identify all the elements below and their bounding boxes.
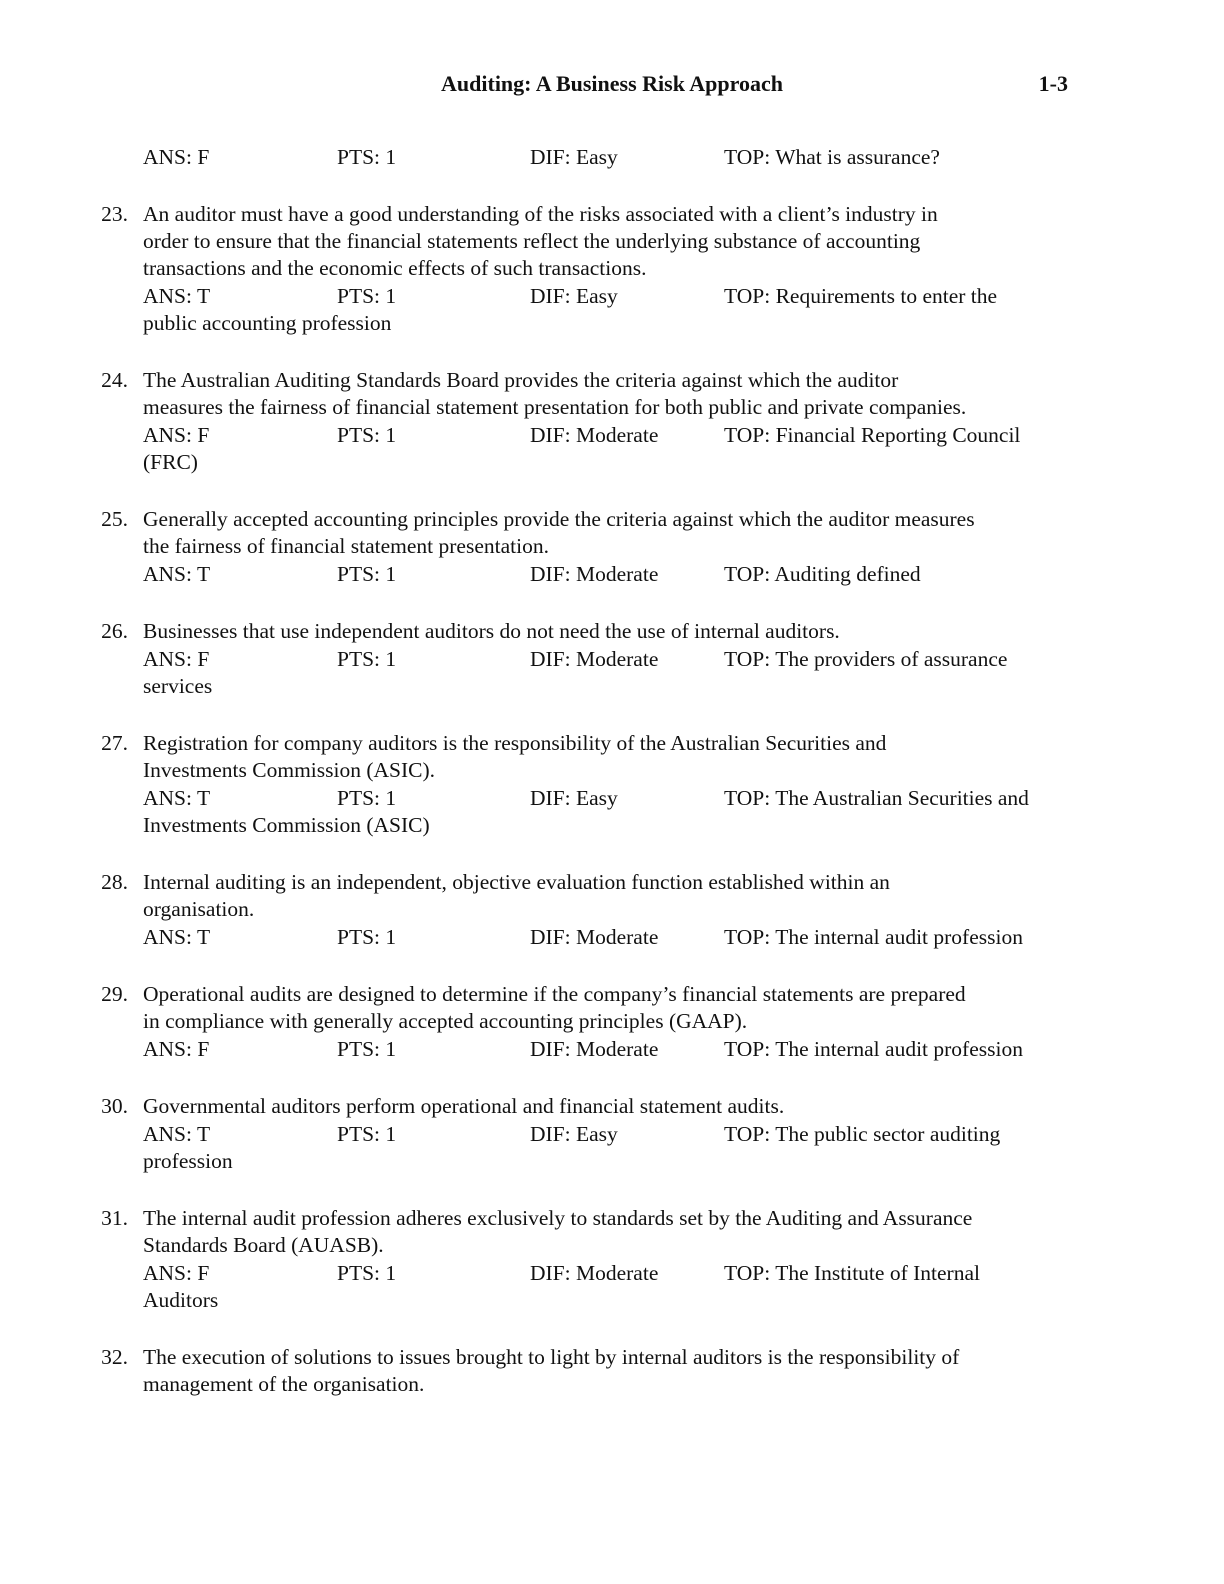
question-line: Operational audits are designed to determine if the company’s financial statements are prepared — [143, 982, 966, 1006]
question-text — [143, 201, 1076, 282]
question-line: the fairness of financial statement presentation. — [143, 534, 549, 558]
topic-continuation: Auditors — [143, 1288, 219, 1312]
question-list — [96, 143, 1076, 1398]
question-line: Businesses that use independent auditors do not need the use of internal auditors. — [143, 619, 840, 643]
question-line: transactions and the economic effects of such transactions. — [143, 256, 647, 280]
answer-row — [96, 143, 1076, 171]
question-line: Governmental auditors perform operational and financial statement audits. — [143, 1094, 785, 1118]
topic: TOP: Requirements to enter the — [724, 284, 998, 308]
question-number: 24. — [101, 368, 128, 392]
answer-row — [96, 560, 1076, 588]
question-line: Registration for company auditors is the responsibility of the Australian Securities and — [143, 731, 887, 755]
topic: TOP: The internal audit profession — [724, 925, 1023, 949]
answer-key: ANS: T — [143, 925, 211, 949]
topic: TOP: The internal audit profession — [724, 1037, 1023, 1061]
question-item — [96, 1205, 1076, 1314]
page-number: 1-3 — [1038, 71, 1068, 96]
topic: TOP: The Australian Securities and — [724, 786, 1029, 810]
question-text — [143, 1205, 1076, 1259]
question-number: 28. — [101, 870, 128, 894]
question-item — [96, 367, 1076, 476]
topic-continuation: profession — [143, 1149, 233, 1173]
question-item — [96, 730, 1076, 839]
topic: TOP: Financial Reporting Council — [724, 423, 1021, 447]
difficulty: DIF: Easy — [530, 786, 618, 810]
points: PTS: 1 — [337, 562, 397, 586]
difficulty: DIF: Easy — [530, 284, 618, 308]
topic: TOP: The public sector auditing — [724, 1122, 1001, 1146]
answer-key: ANS: T — [143, 786, 211, 810]
question-item — [96, 506, 1076, 588]
question-text — [143, 506, 1076, 560]
question-number: 23. — [101, 202, 128, 226]
question-line: The execution of solutions to issues brought to light by internal auditors is the responsibility of — [143, 1345, 960, 1369]
topic: TOP: The providers of assurance — [724, 647, 1008, 671]
answer-row — [96, 784, 1076, 812]
question-line: The internal audit profession adheres exclusively to standards set by the Auditing and Assurance — [143, 1206, 973, 1230]
answer-key: ANS: F — [143, 145, 210, 169]
question-text — [143, 367, 1076, 421]
topic: TOP: What is assurance? — [724, 145, 940, 169]
answer-key: ANS: T — [143, 284, 211, 308]
points: PTS: 1 — [337, 145, 397, 169]
points: PTS: 1 — [337, 786, 397, 810]
question-number: 30. — [101, 1094, 128, 1118]
question-line: Generally accepted accounting principles provide the criteria against which the auditor measures — [143, 507, 975, 531]
points: PTS: 1 — [337, 647, 397, 671]
points: PTS: 1 — [337, 1261, 397, 1285]
question-text — [143, 981, 1076, 1035]
answer-key: ANS: T — [143, 1122, 211, 1146]
question-item — [96, 618, 1076, 700]
page-header — [0, 71, 1224, 101]
answer-row — [96, 282, 1076, 310]
answer-key: ANS: F — [143, 423, 210, 447]
answer-row — [96, 1259, 1076, 1287]
question-line: management of the organisation. — [143, 1372, 425, 1396]
question-number: 32. — [101, 1345, 128, 1369]
points: PTS: 1 — [337, 423, 397, 447]
topic-continuation: services — [143, 674, 213, 698]
topic-continuation: (FRC) — [143, 450, 198, 474]
points: PTS: 1 — [337, 925, 397, 949]
answer-key: ANS: F — [143, 1261, 210, 1285]
answer-row — [96, 923, 1076, 951]
question-line: measures the fairness of financial statement presentation for both public and private companies. — [143, 395, 967, 419]
question-number: 25. — [101, 507, 128, 531]
question-line: An auditor must have a good understanding of the risks associated with a client’s industry in — [143, 202, 938, 226]
difficulty: DIF: Easy — [530, 1122, 618, 1146]
question-item — [96, 981, 1076, 1063]
answer-row — [96, 421, 1076, 449]
topic: TOP: Auditing defined — [724, 562, 921, 586]
points: PTS: 1 — [337, 1037, 397, 1061]
difficulty: DIF: Moderate — [530, 1261, 659, 1285]
difficulty: DIF: Moderate — [530, 562, 659, 586]
difficulty: DIF: Moderate — [530, 925, 659, 949]
question-line: Internal auditing is an independent, objective evaluation function established within an — [143, 870, 890, 894]
question-number: 26. — [101, 619, 128, 643]
answer-row — [96, 645, 1076, 673]
topic: TOP: The Institute of Internal — [724, 1261, 980, 1285]
answer-key: ANS: F — [143, 647, 210, 671]
difficulty: DIF: Moderate — [530, 647, 659, 671]
document-title: Auditing: A Business Risk Approach — [441, 71, 783, 96]
question-number: 29. — [101, 982, 128, 1006]
question-line: Investments Commission (ASIC). — [143, 758, 436, 782]
difficulty: DIF: Easy — [530, 145, 618, 169]
question-item — [96, 201, 1076, 337]
question-line: in compliance with generally accepted accounting principles (GAAP). — [143, 1009, 748, 1033]
topic-continuation: public accounting profession — [143, 311, 392, 335]
question-item — [96, 1344, 1076, 1398]
question-text — [143, 869, 1076, 923]
difficulty: DIF: Moderate — [530, 1037, 659, 1061]
question-item — [96, 1093, 1076, 1175]
question-text — [143, 730, 1076, 784]
points: PTS: 1 — [337, 1122, 397, 1146]
answer-row — [96, 1120, 1076, 1148]
question-number: 27. — [101, 731, 128, 755]
question-line: order to ensure that the financial statements reflect the underlying substance of accounting — [143, 229, 921, 253]
answer-key: ANS: F — [143, 1037, 210, 1061]
question-number: 31. — [101, 1206, 128, 1230]
answer-key: ANS: T — [143, 562, 211, 586]
points: PTS: 1 — [337, 284, 397, 308]
question-text — [143, 618, 1076, 645]
answer-row — [96, 1035, 1076, 1063]
question-line: The Australian Auditing Standards Board provides the criteria against which the auditor — [143, 368, 899, 392]
question-text — [143, 1344, 1076, 1398]
question-text — [143, 1093, 1076, 1120]
question-line: Standards Board (AUASB). — [143, 1233, 384, 1257]
topic-continuation: Investments Commission (ASIC) — [143, 813, 430, 837]
question-line: organisation. — [143, 897, 255, 921]
difficulty: DIF: Moderate — [530, 423, 659, 447]
question-item — [96, 869, 1076, 951]
